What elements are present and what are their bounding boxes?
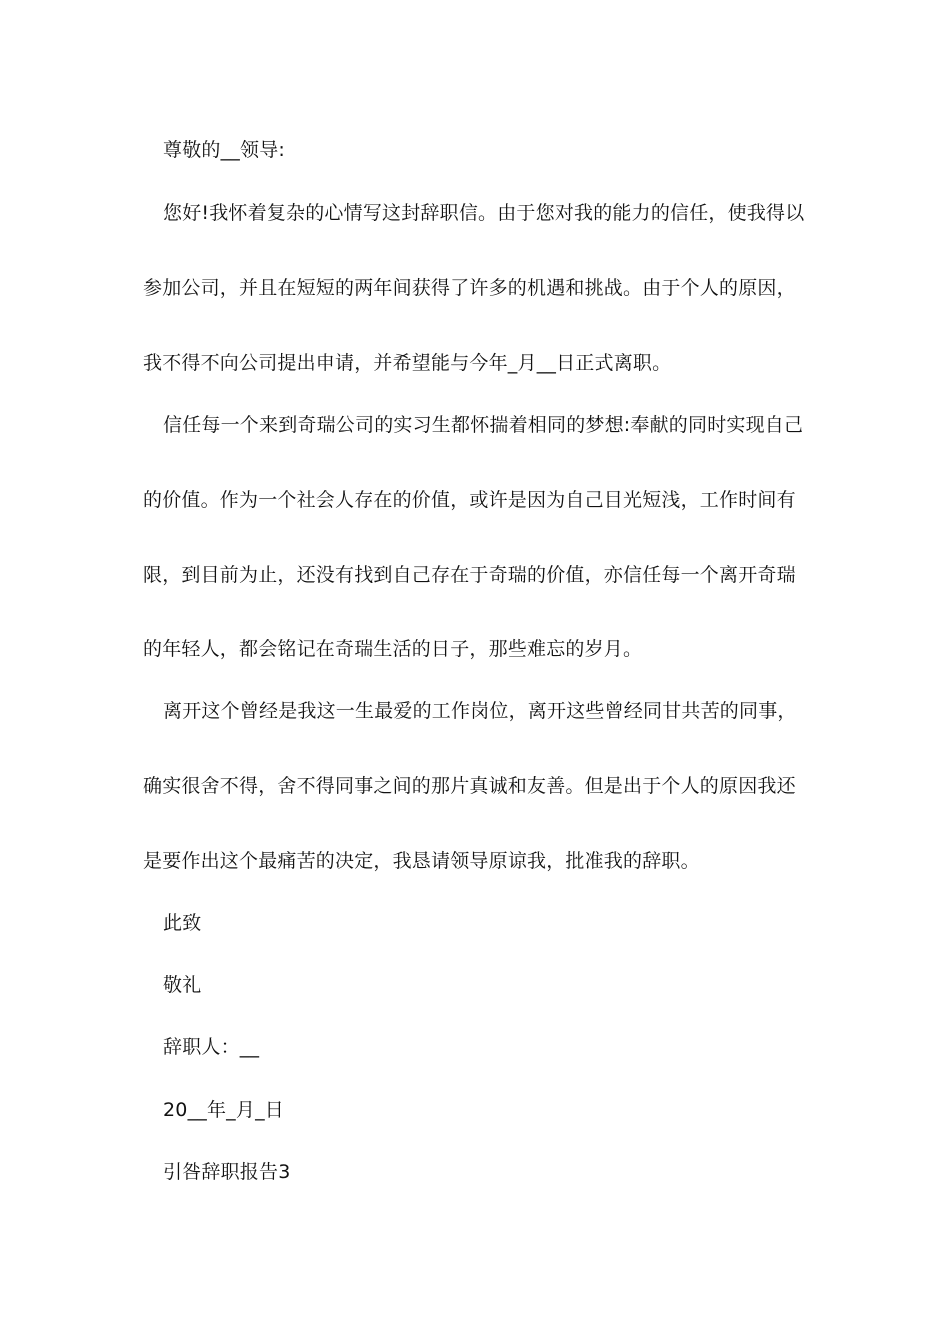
paragraph-2-line-1: 信任每一个来到奇瑞公司的实习生都怀揣着相同的梦想:奉献的同时实现自己: [163, 414, 804, 436]
paragraph-1-line-3: 我不得不向公司提出申请，并希望能与今年_月__日正式离职。: [143, 352, 672, 374]
paragraph-1-line-1: 您好!我怀着复杂的心情写这封辞职信。由于您对我的能力的信任，使我得以: [163, 202, 805, 224]
next-section-heading: 引咎辞职报告3: [163, 1161, 291, 1183]
paragraph-3-line-3: 是要作出这个最痛苦的决定，我恳请领导原谅我，批准我的辞职。: [143, 850, 700, 872]
paragraph-3-line-2: 确实很舍不得，舍不得同事之间的那片真诚和友善。但是出于个人的原因我还: [143, 775, 796, 797]
paragraph-2-line-4: 的年轻人，都会铭记在奇瑞生活的日子，那些难忘的岁月。: [143, 638, 643, 660]
closing-line-1: 此致: [163, 912, 202, 934]
paragraph-1-line-2: 参加公司，并且在短短的两年间获得了许多的机遇和挑战。由于个人的原因，: [143, 277, 796, 299]
salutation: 尊敬的__领导:: [163, 139, 286, 161]
paragraph-3-line-1: 离开这个曾经是我这一生最爱的工作岗位，离开这些曾经同甘共苦的同事，: [163, 700, 797, 722]
signature-line: 辞职人：__: [163, 1036, 260, 1058]
closing-line-2: 敬礼: [163, 974, 202, 996]
date-line: 20__年_月_日: [163, 1099, 284, 1121]
paragraph-2-line-3: 限，到目前为止，还没有找到自己存在于奇瑞的价值，亦信任每一个离开奇瑞: [143, 564, 796, 586]
paragraph-2-line-2: 的价值。作为一个社会人存在的价值，或许是因为自己目光短浅，工作时间有: [143, 489, 796, 511]
